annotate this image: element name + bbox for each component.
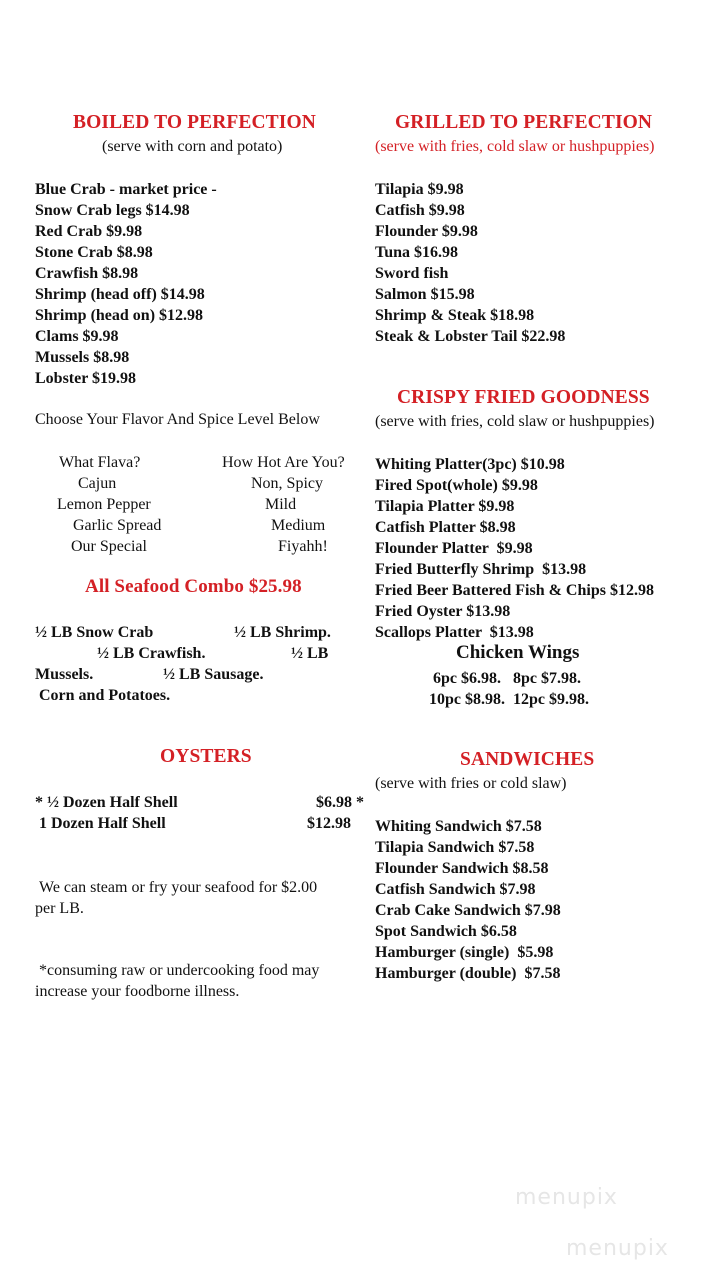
combo-title: All Seafood Combo $25.98 (85, 576, 302, 597)
fried-menu-list (375, 454, 654, 643)
steam-note: per LB. (35, 900, 84, 917)
boiled-menu-list (35, 179, 217, 389)
fried-menu-item: Tilapia Platter $9.98 (375, 498, 515, 515)
hot-level: Fiyahh! (278, 538, 328, 555)
combo-line: ½ LB Crawfish. (97, 645, 206, 662)
sandwich-menu-item: Flounder Sandwich $8.58 (375, 860, 549, 877)
hot-level: Medium (271, 517, 326, 534)
grilled-menu-item: Shrimp & Steak $18.98 (375, 307, 535, 324)
menupix-watermark: menupix (515, 1185, 618, 1210)
boiled-menu-item: Stone Crab $8.98 (35, 244, 153, 261)
oysters-title: OYSTERS (160, 746, 252, 767)
boiled-menu-item: Clams $9.98 (35, 328, 119, 345)
combo-line: ½ LB Sausage. (163, 666, 264, 683)
boiled-menu-item: Red Crab $9.98 (35, 223, 143, 240)
flava-header: What Flava? (59, 454, 141, 471)
combo-line: Corn and Potatoes. (39, 687, 171, 704)
oyster-item-label: 1 Dozen Half Shell (39, 815, 166, 832)
fried-menu-item: Scallops Platter $13.98 (375, 624, 534, 641)
wings-title: Chicken Wings (456, 642, 580, 663)
fried-title: CRISPY FRIED GOODNESS (397, 387, 650, 408)
flava-option: Cajun (78, 475, 117, 492)
combo-line: ½ LB Shrimp. (234, 624, 331, 641)
sandwich-menu-item: Catfish Sandwich $7.98 (375, 881, 536, 898)
sandwich-menu-item: Hamburger (single) $5.98 (375, 944, 554, 961)
sandwiches-title: SANDWICHES (460, 749, 595, 770)
fried-menu-item: Fried Oyster $13.98 (375, 603, 511, 620)
flava-option: Garlic Spread (73, 517, 162, 534)
boiled-subtitle: (serve with corn and potato) (102, 138, 283, 155)
menupix-watermark: menupix (566, 1236, 669, 1261)
boiled-menu-item: Crawfish $8.98 (35, 265, 139, 282)
boiled-menu-item: Mussels $8.98 (35, 349, 130, 366)
oyster-item-price: $6.98 * (316, 794, 364, 811)
grilled-menu-item: Flounder $9.98 (375, 223, 478, 240)
oyster-item-label: * ½ Dozen Half Shell (35, 794, 178, 811)
grilled-menu-item: Tilapia $9.98 (375, 181, 464, 198)
sandwich-menu-list (375, 816, 561, 984)
sandwich-menu-item: Spot Sandwich $6.58 (375, 923, 517, 940)
fried-menu-item: Catfish Platter $8.98 (375, 519, 516, 536)
hot-header: How Hot Are You? (222, 454, 345, 471)
flava-option: Lemon Pepper (57, 496, 151, 513)
hot-level: Mild (265, 496, 297, 513)
flavor-intro: Choose Your Flavor And Spice Level Below (35, 411, 320, 428)
sandwich-menu-item: Whiting Sandwich $7.58 (375, 818, 542, 835)
boiled-menu-item: Shrimp (head off) $14.98 (35, 286, 205, 303)
grilled-menu-item: Steak & Lobster Tail $22.98 (375, 328, 566, 345)
grilled-subtitle: (serve with fries, cold slaw or hushpuppies) (375, 138, 655, 155)
raw-warning: increase your foodborne illness. (35, 983, 240, 1000)
fried-menu-item: Flounder Platter $9.98 (375, 540, 533, 557)
wings-prices: 6pc $6.98. 8pc $7.98. (433, 670, 581, 687)
sandwiches-subtitle: (serve with fries or cold slaw) (375, 775, 567, 792)
wings-prices: 10pc $8.98. 12pc $9.98. (429, 691, 589, 708)
grilled-menu-item: Tuna $16.98 (375, 244, 458, 261)
fried-menu-item: Fried Butterfly Shrimp $13.98 (375, 561, 587, 578)
grilled-menu-list (375, 179, 565, 347)
boiled-menu-item: Shrimp (head on) $12.98 (35, 307, 204, 324)
flava-option: Our Special (71, 538, 147, 555)
oyster-item-price: $12.98 (307, 815, 351, 832)
hot-level: Non, Spicy (251, 475, 323, 492)
boiled-menu-item: Snow Crab legs $14.98 (35, 202, 190, 219)
grilled-menu-item: Sword fish (375, 265, 449, 282)
combo-line: Mussels. (35, 666, 94, 683)
sandwich-menu-item: Tilapia Sandwich $7.58 (375, 839, 535, 856)
boiled-menu-item: Blue Crab - market price - (35, 181, 217, 198)
grilled-menu-item: Salmon $15.98 (375, 286, 475, 303)
sandwich-menu-item: Hamburger (double) $7.58 (375, 965, 561, 982)
grilled-menu-item: Catfish $9.98 (375, 202, 465, 219)
combo-line: ½ LB Snow Crab (35, 624, 154, 641)
fried-menu-item: Whiting Platter(3pc) $10.98 (375, 456, 565, 473)
boiled-menu-item: Lobster $19.98 (35, 370, 137, 387)
boiled-title: BOILED TO PERFECTION (73, 112, 316, 133)
fried-menu-item: Fired Spot(whole) $9.98 (375, 477, 538, 494)
fried-subtitle: (serve with fries, cold slaw or hushpuppies) (375, 413, 655, 430)
raw-warning: *consuming raw or undercooking food may (39, 962, 320, 979)
sandwich-menu-item: Crab Cake Sandwich $7.98 (375, 902, 561, 919)
grilled-title: GRILLED TO PERFECTION (395, 112, 653, 133)
fried-menu-item: Fried Beer Battered Fish & Chips $12.98 (375, 582, 654, 599)
steam-note: We can steam or fry your seafood for $2.00 (39, 879, 318, 896)
combo-line: ½ LB (291, 645, 329, 662)
